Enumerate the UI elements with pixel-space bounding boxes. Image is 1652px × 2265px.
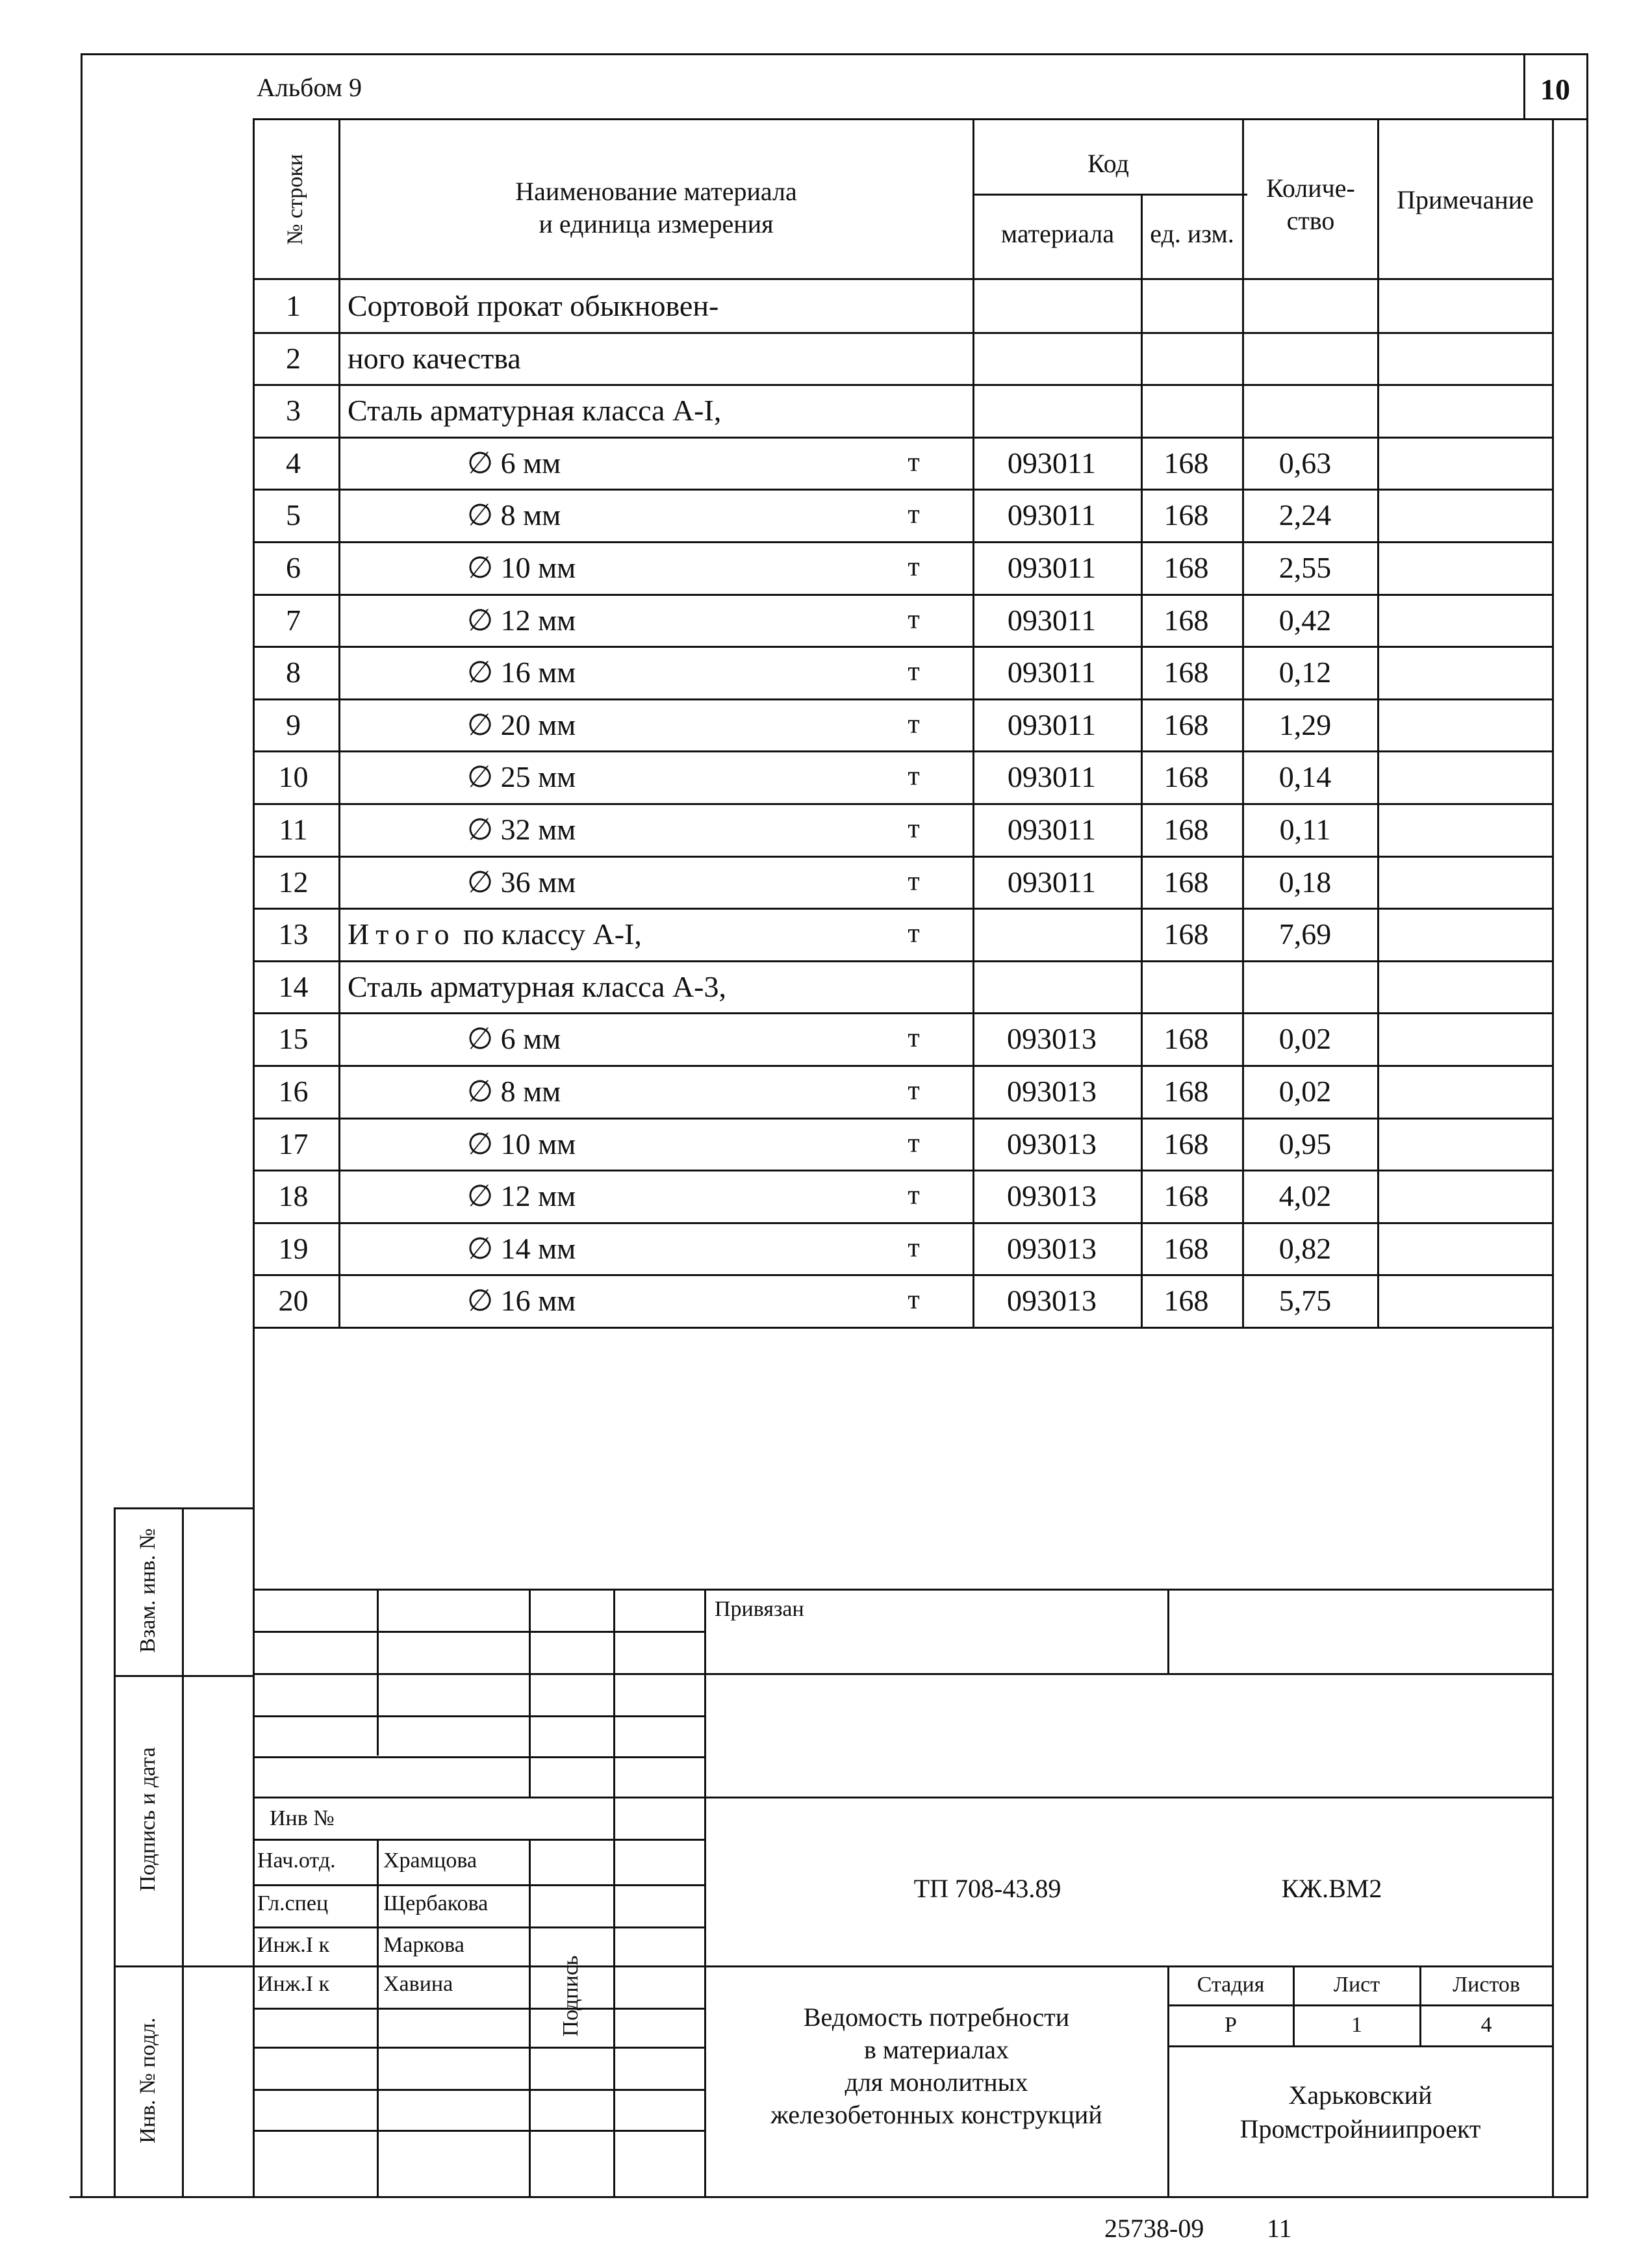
row-number: 16 xyxy=(278,1074,309,1108)
person-role-3: Инж.I к xyxy=(257,1933,330,1957)
total-label: Итого xyxy=(348,917,456,951)
quantity: 7,69 xyxy=(1278,917,1332,951)
footer-code: 25738-09 xyxy=(1104,2214,1204,2243)
unit: т xyxy=(908,919,920,949)
frame-top xyxy=(81,53,1586,55)
person-role-2: Гл.спец xyxy=(257,1891,329,1915)
quantity: 0,11 xyxy=(1279,812,1331,846)
tb-l-row11 xyxy=(253,2047,529,2049)
unit-code: 168 xyxy=(1163,1283,1209,1317)
person-name-4: Хавина xyxy=(383,1972,453,1996)
tb-l-row3 xyxy=(253,1715,704,1717)
tb-v2b xyxy=(529,1839,531,2197)
tb-l-row4 xyxy=(253,1756,704,1758)
row-number: 12 xyxy=(278,865,309,899)
row-number: 8 xyxy=(286,655,301,689)
unit xyxy=(889,960,938,1012)
side-label-vzam: Взам. инв. № xyxy=(136,1528,160,1653)
material-name-text: ∅ 12 мм xyxy=(467,604,576,637)
doc-title-3: для монолитных xyxy=(845,2067,1028,2097)
unit: т xyxy=(908,500,920,530)
tb-l-row13 xyxy=(253,2130,529,2132)
material-name-text: ∅ 16 мм xyxy=(467,656,576,689)
row-number: 13 xyxy=(278,917,309,951)
material-code: 093011 xyxy=(1007,655,1097,689)
album-label: Альбом 9 xyxy=(257,73,362,102)
row-number: 19 xyxy=(278,1231,309,1265)
unit-code xyxy=(1137,960,1235,1012)
material-code: 093013 xyxy=(1007,1283,1097,1317)
material-code: 093013 xyxy=(1007,1179,1097,1212)
unit-code: 168 xyxy=(1163,1127,1209,1160)
unit xyxy=(889,279,938,331)
tb-l-row9 xyxy=(253,1965,1552,1967)
doc-title-1: Ведомость потребности xyxy=(803,2003,1070,2032)
material-name-text: ∅ 36 мм xyxy=(467,865,576,899)
unit: т xyxy=(908,814,920,844)
row-number: 17 xyxy=(278,1127,309,1160)
material-code: 093011 xyxy=(1007,603,1097,637)
material-code: 093011 xyxy=(1007,865,1097,899)
unit: т xyxy=(908,1285,920,1315)
row-number: 7 xyxy=(286,603,301,637)
material-name-text: ∅ 10 мм xyxy=(467,1127,576,1160)
material-code: 093011 xyxy=(1007,498,1097,531)
table-row xyxy=(253,960,1552,1012)
quantity: 0,02 xyxy=(1278,1021,1332,1055)
unit: т xyxy=(908,1023,920,1053)
quantity: 2,24 xyxy=(1278,498,1332,531)
material-code: 093011 xyxy=(1007,446,1097,480)
table-row xyxy=(253,750,1552,802)
unit: т xyxy=(908,552,920,582)
material-code xyxy=(967,279,1136,331)
table-row xyxy=(253,384,1552,436)
tb-l-row16 xyxy=(529,2008,704,2010)
tb-l-row1 xyxy=(253,1631,704,1633)
podpis-label: Подпись xyxy=(559,1955,583,2037)
person-name-3: Маркова xyxy=(383,1933,464,1957)
unit-code xyxy=(1137,332,1235,384)
table-row xyxy=(253,1274,1552,1326)
material-name-text: ∅ 25 мм xyxy=(467,760,576,793)
quantity: 4,02 xyxy=(1278,1179,1332,1212)
material-code xyxy=(967,384,1136,436)
unit-code: 168 xyxy=(1163,446,1209,480)
material-name-text: ∅ 8 мм xyxy=(467,498,561,531)
material-code: 093013 xyxy=(1007,1127,1097,1160)
table-row xyxy=(253,594,1552,646)
side-stamp-div2 xyxy=(114,1965,253,1967)
quantity xyxy=(1240,279,1370,331)
row-number: 4 xyxy=(286,446,301,480)
tb-l-row6 xyxy=(253,1839,704,1841)
frame-left xyxy=(81,53,83,2197)
quantity xyxy=(1240,332,1370,384)
material-name-text: Сталь арматурная класса А-3, xyxy=(348,969,726,1003)
material-code: 093011 xyxy=(1007,760,1097,793)
tb-org-left xyxy=(1167,1965,1169,2197)
sheet-label: Лист xyxy=(1333,1973,1380,1997)
code-divider xyxy=(974,194,1247,196)
unit-code: 168 xyxy=(1163,498,1209,531)
tb-v2 xyxy=(529,1589,531,1797)
row-number: 14 xyxy=(278,969,309,1003)
person-role-4: Инж.I к xyxy=(257,1972,330,1996)
doc-title-2: в материалах xyxy=(863,2035,1010,2064)
row-number: 10 xyxy=(278,760,309,793)
frame-bottom xyxy=(70,2196,1588,2198)
tb-org-top xyxy=(1167,2045,1552,2047)
table-row xyxy=(253,437,1552,489)
stage-value: Р xyxy=(1225,2013,1237,2037)
material-name xyxy=(348,908,893,960)
quantity: 2,55 xyxy=(1278,550,1332,584)
material-code xyxy=(967,332,1136,384)
privyazan-label: Привязан xyxy=(715,1597,804,1621)
material-name-text: Сталь арматурная класса А-I, xyxy=(348,393,722,427)
table-row xyxy=(253,332,1552,384)
material-name-text: ∅ 10 мм xyxy=(467,551,576,584)
material-code xyxy=(967,908,1136,960)
unit: т xyxy=(908,1129,920,1158)
table-row xyxy=(253,279,1552,331)
stage-label: Стадия xyxy=(1197,1973,1265,1997)
table-row xyxy=(253,856,1552,908)
row-number: 6 xyxy=(286,550,301,584)
table-row xyxy=(253,1222,1552,1274)
org-line-1: Харьковский xyxy=(1288,2080,1432,2110)
tb-v3 xyxy=(613,1589,615,2197)
quantity: 0,42 xyxy=(1278,603,1332,637)
tb-l-row18 xyxy=(613,1884,704,1886)
row-number: 18 xyxy=(278,1179,309,1212)
tb-l-row17 xyxy=(529,2089,704,2091)
col-note-right xyxy=(1552,118,1554,2197)
side-stamp-div1 xyxy=(114,1675,253,1677)
quantity: 0,95 xyxy=(1278,1127,1332,1160)
footer-page: 11 xyxy=(1267,2214,1292,2243)
row-number: 5 xyxy=(286,498,301,531)
unit-code: 168 xyxy=(1163,1179,1209,1212)
table-row xyxy=(253,908,1552,960)
tb-v1b xyxy=(377,1839,379,2197)
quantity: 0,63 xyxy=(1278,446,1332,480)
header-name-1: Наименование материала xyxy=(515,177,797,206)
header-code-material: материала xyxy=(1000,219,1115,248)
tb-stage-row xyxy=(1167,2004,1552,2006)
header-note: Примечание xyxy=(1397,185,1534,214)
tb-l-row5 xyxy=(253,1797,1552,1798)
unit-code: 168 xyxy=(1163,550,1209,584)
material-name-text: ∅ 32 мм xyxy=(467,813,576,846)
sheets-label: Листов xyxy=(1453,1973,1520,1997)
unit-code: 168 xyxy=(1163,1231,1209,1265)
tb-l-row15 xyxy=(529,2130,704,2132)
header-name-2: и единица измерения xyxy=(539,209,774,238)
unit: т xyxy=(908,761,920,791)
material-name-text: ∅ 8 мм xyxy=(467,1075,561,1108)
inv-no-label: Инв № xyxy=(270,1806,335,1830)
unit-code xyxy=(1137,279,1235,331)
table-row xyxy=(253,698,1552,750)
unit-code: 168 xyxy=(1163,655,1209,689)
doc-title-4: железобетонных конструкций xyxy=(770,2100,1102,2129)
quantity: 0,02 xyxy=(1278,1074,1332,1108)
person-name-1: Храмцова xyxy=(383,1849,477,1873)
header-code: Код xyxy=(1087,149,1129,178)
unit-code xyxy=(1137,384,1235,436)
header-row-no: № строки xyxy=(283,153,307,246)
material-name-text: ∅ 6 мм xyxy=(467,1022,561,1055)
unit: т xyxy=(908,448,920,478)
material-name xyxy=(348,384,893,436)
unit-code: 168 xyxy=(1163,1021,1209,1055)
table-row xyxy=(253,541,1552,593)
quantity xyxy=(1240,960,1370,1012)
row-number: 9 xyxy=(286,708,301,741)
quantity xyxy=(1240,384,1370,436)
doc-code: КЖ.ВМ2 xyxy=(1281,1874,1382,1903)
material-name-text: ∅ 12 мм xyxy=(467,1179,576,1212)
side-stamp-top xyxy=(114,1507,253,1509)
header-quantity-2: ство xyxy=(1286,206,1335,235)
material-name-text: по классу А-I, xyxy=(455,917,642,951)
unit: т xyxy=(908,867,920,897)
table-row xyxy=(253,803,1552,855)
unit-code: 168 xyxy=(1163,865,1209,899)
tb-l-row19 xyxy=(613,1926,704,1928)
side-label-inv-podl: Инв. № подл. xyxy=(136,2017,160,2143)
unit: т xyxy=(908,1076,920,1106)
side-label-podpis-data: Подпись и дата xyxy=(136,1747,160,1891)
material-code: 093013 xyxy=(1007,1231,1097,1265)
row-number: 1 xyxy=(286,288,301,322)
material-name xyxy=(348,279,893,331)
side-stamp-mid xyxy=(182,1507,184,2197)
table-row xyxy=(253,1065,1552,1117)
material-code: 093013 xyxy=(1007,1021,1097,1055)
project-code: ТП 708-43.89 xyxy=(913,1874,1061,1903)
material-name-text: ∅ 20 мм xyxy=(467,708,576,741)
unit xyxy=(889,332,938,384)
unit: т xyxy=(908,657,920,687)
unit: т xyxy=(908,605,920,635)
material-name-text: ∅ 16 мм xyxy=(467,1284,576,1317)
quantity: 5,75 xyxy=(1278,1283,1332,1317)
quantity: 0,82 xyxy=(1278,1231,1332,1265)
row-number: 11 xyxy=(279,812,308,846)
tb-l-row14 xyxy=(529,2047,704,2049)
table-row xyxy=(253,1012,1552,1064)
side-stamp-left xyxy=(114,1507,116,2197)
person-role-1: Нач.отд. xyxy=(257,1849,336,1873)
header-quantity-1: Количе- xyxy=(1266,173,1355,203)
row-divider xyxy=(253,1327,1552,1329)
material-name-text: ного качества xyxy=(348,341,521,375)
tb-top xyxy=(253,1589,1552,1591)
row-number: 2 xyxy=(286,341,301,375)
row-number: 15 xyxy=(278,1021,309,1055)
material-name-text: ∅ 14 мм xyxy=(467,1232,576,1265)
quantity: 0,14 xyxy=(1278,760,1332,793)
page-number: 10 xyxy=(1540,73,1570,106)
unit: т xyxy=(908,710,920,739)
person-name-2: Щербакова xyxy=(383,1891,489,1915)
org-line-2: Промстройниипроект xyxy=(1239,2114,1481,2143)
tb-l-row2 xyxy=(253,1673,1552,1675)
tb-l-row12 xyxy=(253,2089,529,2091)
unit-code: 168 xyxy=(1163,603,1209,637)
material-name xyxy=(348,960,893,1012)
quantity: 0,12 xyxy=(1278,655,1332,689)
material-code: 093011 xyxy=(1007,812,1097,846)
material-code: 093011 xyxy=(1007,550,1097,584)
table-top xyxy=(253,118,1552,120)
material-name-text: Сортовой прокат обыкновен- xyxy=(348,288,719,322)
table-row xyxy=(253,1170,1552,1222)
tb-privyazan-right xyxy=(1167,1589,1169,1673)
header-code-unit: ед. изм. xyxy=(1150,219,1234,248)
material-code: 093013 xyxy=(1007,1074,1097,1108)
row-number: 3 xyxy=(286,393,301,427)
material-name xyxy=(348,332,893,384)
unit-code: 168 xyxy=(1163,917,1209,951)
sheets-value: 4 xyxy=(1480,2013,1492,2037)
frame-right xyxy=(1586,53,1588,2197)
table-row xyxy=(253,1118,1552,1170)
unit-code: 168 xyxy=(1163,708,1209,741)
unit-code: 168 xyxy=(1163,812,1209,846)
unit xyxy=(889,384,938,436)
material-code xyxy=(967,960,1136,1012)
quantity: 1,29 xyxy=(1278,708,1332,741)
tb-v1 xyxy=(377,1589,379,1756)
row-number: 20 xyxy=(278,1283,309,1317)
unit: т xyxy=(908,1233,920,1263)
material-code: 093011 xyxy=(1007,708,1097,741)
unit: т xyxy=(908,1181,920,1210)
unit-code: 168 xyxy=(1163,1074,1209,1108)
quantity: 0,18 xyxy=(1278,865,1332,899)
material-name-text: ∅ 6 мм xyxy=(467,446,561,480)
table-row xyxy=(253,646,1552,698)
table-row xyxy=(253,489,1552,541)
tb-l-row10 xyxy=(253,2008,529,2010)
unit-code: 168 xyxy=(1163,760,1209,793)
sheet-value: 1 xyxy=(1351,2013,1362,2037)
